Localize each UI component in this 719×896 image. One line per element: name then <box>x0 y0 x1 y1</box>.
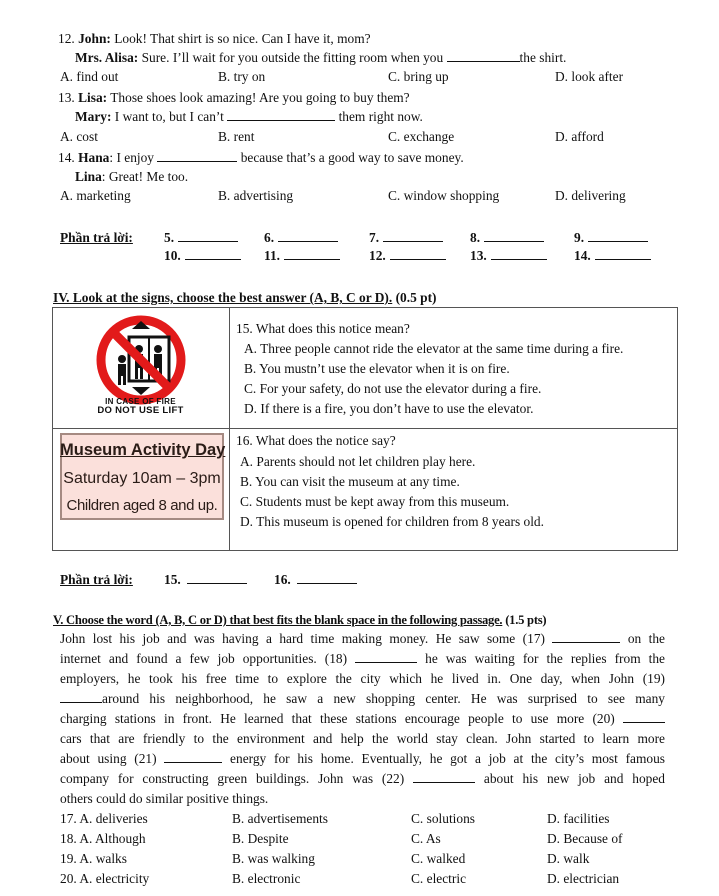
q19-option-b: B. was walking <box>232 851 315 866</box>
q17-option-d: D. facilities <box>547 811 610 826</box>
answer-slot-7[interactable]: 7. <box>369 229 443 247</box>
blank-20 <box>623 710 665 723</box>
sign1-line2: DO NOT USE LIFT <box>97 405 184 416</box>
q20-option-a: 20. A. electricity <box>60 871 150 886</box>
passage-line-4: around his neighborhood, he saw a new shopping center. He was surprised to see many <box>60 690 665 708</box>
blank-19 <box>60 690 102 703</box>
q14-option-c: C. window shopping <box>388 188 500 203</box>
q14-line2: Lina: Great! Me too. <box>75 169 189 184</box>
q18-option-d: D. Because of <box>547 831 623 846</box>
q14-option-d: D. delivering <box>555 188 626 203</box>
passage-line-5: charging stations in front. He learned that these stations encourage people to use more (20) <box>60 710 665 728</box>
q17-option-b: B. advertisements <box>232 811 328 826</box>
q19-option-c: C. walked <box>411 851 466 866</box>
q13-option-c: C. exchange <box>388 129 455 144</box>
q20-option-b: B. electronic <box>232 871 301 886</box>
passage-line-3: employers, he took his free time to explore the city which he lived in. One day, when John (19) <box>60 671 665 686</box>
q15-option-a: A. Three people cannot ride the elevator at the same time during a fire. <box>244 341 624 356</box>
answer-slot-12[interactable]: 12. <box>369 247 446 265</box>
q15-question: 15. What does this notice mean? <box>236 321 410 336</box>
passage-line-1: John lost his job and was having a hard time making money. He saw some (17) on the <box>60 631 666 646</box>
q13-option-a: A. cost <box>60 129 98 144</box>
q16-option-c: C. Students must be kept away from this museum. <box>240 494 510 509</box>
q12-option-c: C. bring up <box>388 69 449 84</box>
answer-label-1: Phần trả lời: <box>60 230 133 245</box>
q12-option-a: A. find out <box>60 69 119 84</box>
blank-18 <box>355 650 417 663</box>
signs-table-row-divider <box>52 428 677 429</box>
q13-line1: 13. Lisa: Those shoes look amazing! Are you going to buy them? <box>58 90 410 105</box>
blank-17 <box>552 630 620 643</box>
q13-option-b: B. rent <box>218 129 255 144</box>
q16-option-b: B. You can visit the museum at any time. <box>240 474 460 489</box>
q17-option-c: C. solutions <box>411 811 475 826</box>
passage-line-8: company for constructing green buildings. John was (22) about his new job and hoped <box>60 771 665 786</box>
q19-option-a: 19. A. walks <box>60 851 127 866</box>
museum-sign-time: Saturday 10am – 3pm <box>63 470 221 487</box>
q18-option-c: C. As <box>411 831 441 846</box>
q15-option-c: C. For your safety, do not use the elevator during a fire. <box>244 381 542 396</box>
q14-blank[interactable] <box>157 149 237 162</box>
q19-option-d: D. walk <box>547 851 590 866</box>
answer-slot-11[interactable]: 11. <box>264 247 340 265</box>
q17-option-a: 17. A. deliveries <box>60 811 148 826</box>
section-5-title: V. Choose the word (A, B, C or D) that best fits the blank space in the following passage. (1.5 pts) <box>53 613 547 627</box>
q13-line2: Mary: I want to, but I can’t them right now. <box>75 109 423 124</box>
q12-line1: 12. John: Look! That shirt is so nice. Can I have it, mom? <box>58 31 371 46</box>
q20-option-c: C. electric <box>411 871 467 886</box>
answer-slot-10[interactable]: 10. <box>164 247 241 265</box>
answer-slot-5[interactable]: 5. <box>164 229 238 247</box>
q12-option-d: D. look after <box>555 69 624 84</box>
passage-line-7: about using (21) energy for his home. Eventually, he got a job at the city’s most famous <box>60 751 666 766</box>
q14-option-a: A. marketing <box>60 188 131 203</box>
q16-option-d: D. This museum is opened for children from 8 years old. <box>240 514 544 529</box>
museum-sign-age: Children aged 8 and up. <box>66 497 218 514</box>
sign1-line1: IN CASE OF FIRE <box>105 397 176 406</box>
q12-option-b: B. try on <box>218 69 266 84</box>
answer-slot-13[interactable]: 13. <box>470 247 547 265</box>
q15-option-d: D. If there is a fire, you don’t have to use the elevator. <box>244 401 534 416</box>
passage-line-9: others could do similar positive things. <box>60 791 269 806</box>
blank-21 <box>164 750 222 763</box>
q18-option-a: 18. A. Although <box>60 831 146 846</box>
q13-option-d: D. afford <box>555 129 604 144</box>
no-lift-sign-icon <box>92 315 190 407</box>
blank-22 <box>413 770 475 783</box>
answer-slot-6[interactable]: 6. <box>264 229 338 247</box>
q12-line2: Mrs. Alisa: Sure. I’ll wait for you outside the fitting room when you the shirt. <box>75 50 567 65</box>
answer-slot-8[interactable]: 8. <box>470 229 544 247</box>
answer-slot-15[interactable]: 15. <box>164 571 247 589</box>
q14-option-b: B. advertising <box>218 188 294 203</box>
passage-line-6: cars that are friendly to the environment and help the world stay clean. John started to learn more <box>60 731 665 746</box>
q16-option-a: A. Parents should not let children play here. <box>240 454 476 469</box>
q20-option-d: D. electrician <box>547 871 620 886</box>
q16-question: 16. What does the notice say? <box>236 433 396 448</box>
answer-slot-9[interactable]: 9. <box>574 229 648 247</box>
q15-option-b: B. You mustn’t use the elevator when it is on fire. <box>244 361 510 376</box>
q13-blank[interactable] <box>227 108 335 121</box>
answer-slot-14[interactable]: 14. <box>574 247 651 265</box>
answer-label-2: Phần trả lời: <box>60 572 133 587</box>
q12-blank[interactable] <box>447 49 520 62</box>
museum-sign-title: Museum Activity Day <box>60 441 226 459</box>
section-4-title: IV. Look at the signs, choose the best answer (A, B, C or D). (0.5 pt) <box>53 290 437 305</box>
answer-slot-16[interactable]: 16. <box>274 571 357 589</box>
passage-line-2: internet and found a few job opportunities. (18) he was waiting for the replies from the <box>60 651 665 666</box>
q14-line1: 14. Hana: I enjoy because that’s a good way to save money. <box>58 150 464 165</box>
q18-option-b: B. Despite <box>232 831 289 846</box>
